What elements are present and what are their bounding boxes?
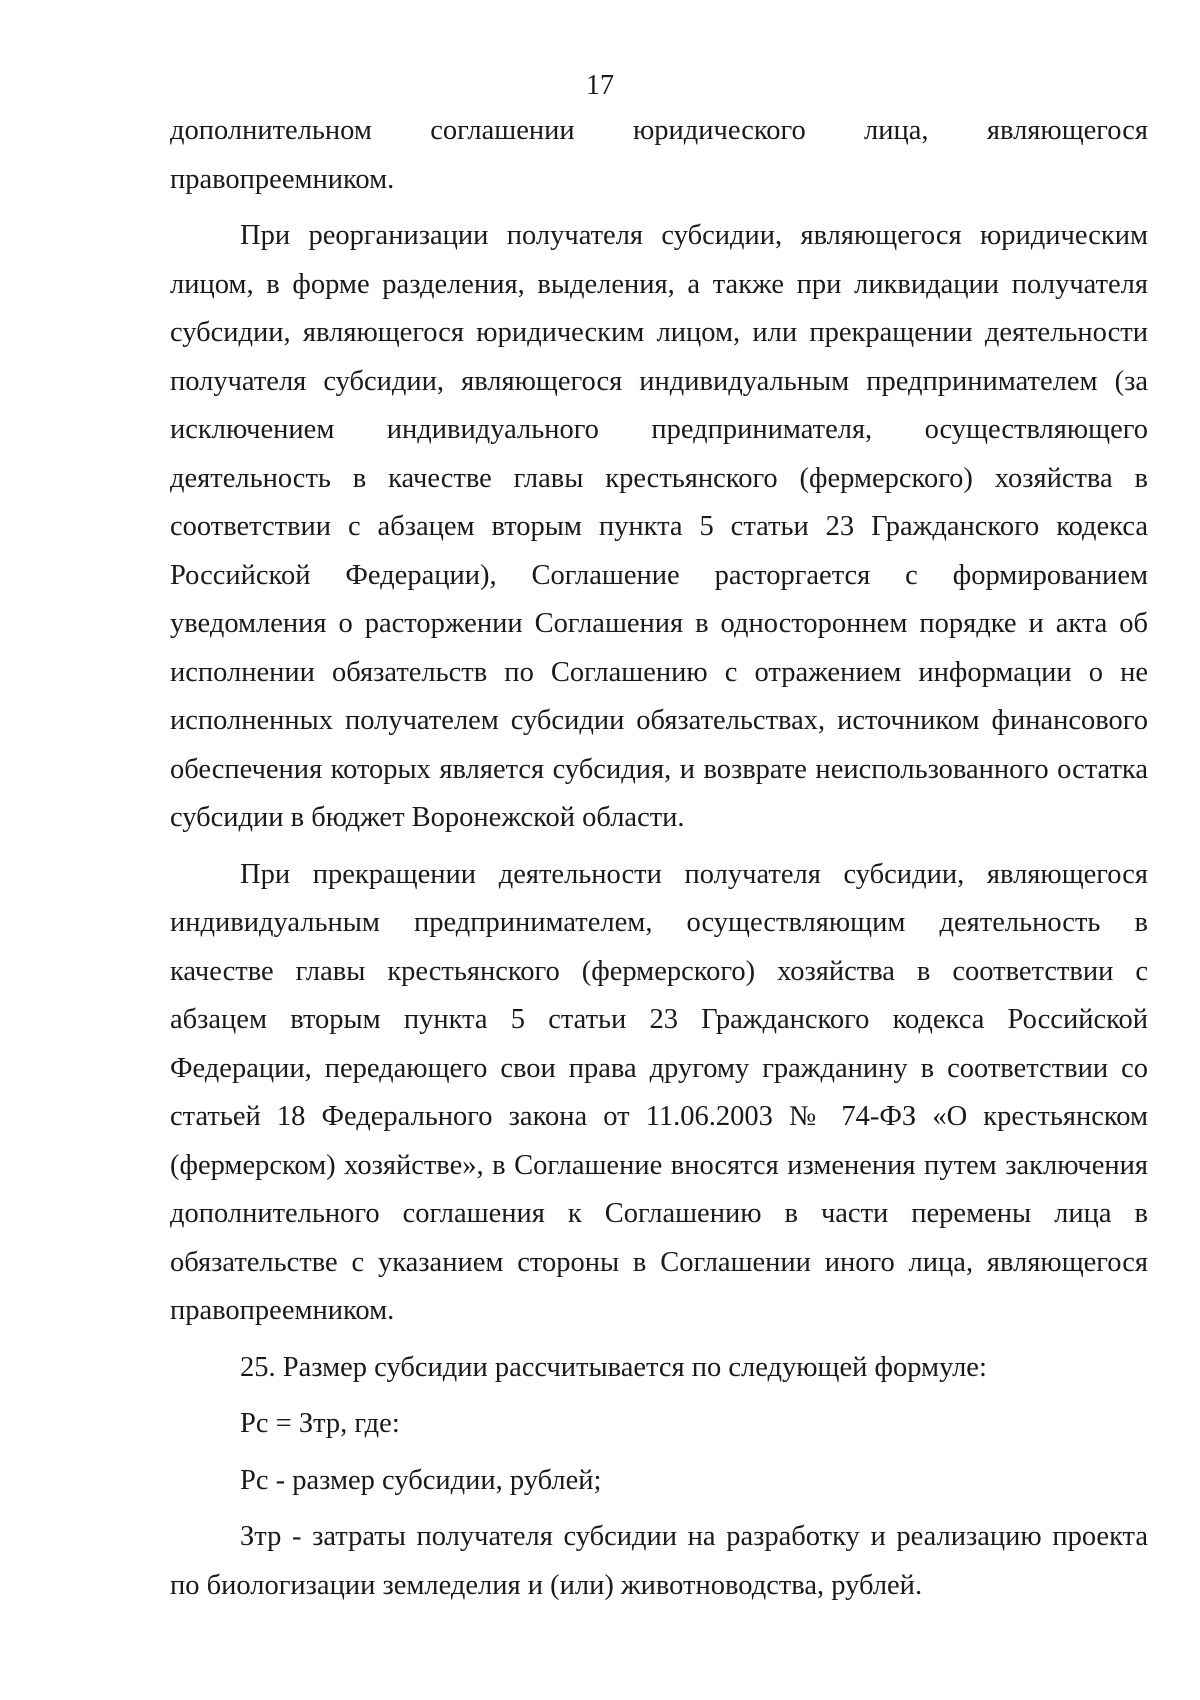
- paragraph-clause-25: 25. Размер субсидии рассчитывается по следующей формуле:: [240, 1351, 987, 1383]
- paragraph-continuation-first-line: дополнительном соглашении юридического лица, являющегося: [170, 115, 1148, 146]
- document-body: [170, 107, 1148, 1610]
- paragraph-farm-termination: При прекращении деятельности получателя субсидии, являющегося индивидуальным предпринимателем, осуществляющим деятельность в качестве главы крестьянского (фермерского) хозяйства в соответствии с абзацем вторым пункта 5 статьи 23 Гражданского кодекса Российской Федерации, передающего свои права другому гражданину в соответствии со статьей 18 Федерального закона от 11.06.2003 № 74-ФЗ «О крестьянском (фермерском) хозяйстве», в Соглашение вносятся изменения путем заключения дополнительного соглашения к Соглашению в части перемены лица в обязательстве с указанием стороны в Соглашении иного лица, являющегося правопреемником.: [170, 858, 1148, 1326]
- formula-line: Рс = Зтр, где:: [240, 1408, 400, 1439]
- formula-definition-rs: Рс - размер субсидии, рублей;: [240, 1464, 602, 1496]
- paragraph-continuation: [170, 107, 1148, 204]
- paragraph-reorganization: При реорганизации получателя субсидии, являющегося юридическим лицом, в форме разделения, выделения, а также при ликвидации получателя субсидии, являющегося юридическим лицом, или прекращении деятельности получателя субсидии, являющегося индивидуальным предпринимателем (за исключением индивидуального предпринимателя, осуществляющего деятельность в качестве главы крестьянского (фермерского) хозяйства в соответствии с абзацем вторым пункта 5 статьи 23 Гражданского кодекса Российской Федерации), Соглашение расторгается с формированием уведомления о расторжении Соглашения в одностороннем порядке и акта об исполнении обязательств по Соглашению с отражением информации о не исполненных получателем субсидии обязательствах, источником финансового обеспечения которых является субсидия, и возврате неиспользованного остатка субсидии в бюджет Воронежской области.: [170, 220, 1148, 833]
- formula-definition-ztr: Зтр - затраты получателя субсидии на разработку и реализацию проекта по биологизации земледелия и (или) животноводства, рублей.: [170, 1521, 1148, 1601]
- paragraph-continuation-rest: правопреемником.: [170, 163, 395, 195]
- page-number: 17: [586, 70, 614, 101]
